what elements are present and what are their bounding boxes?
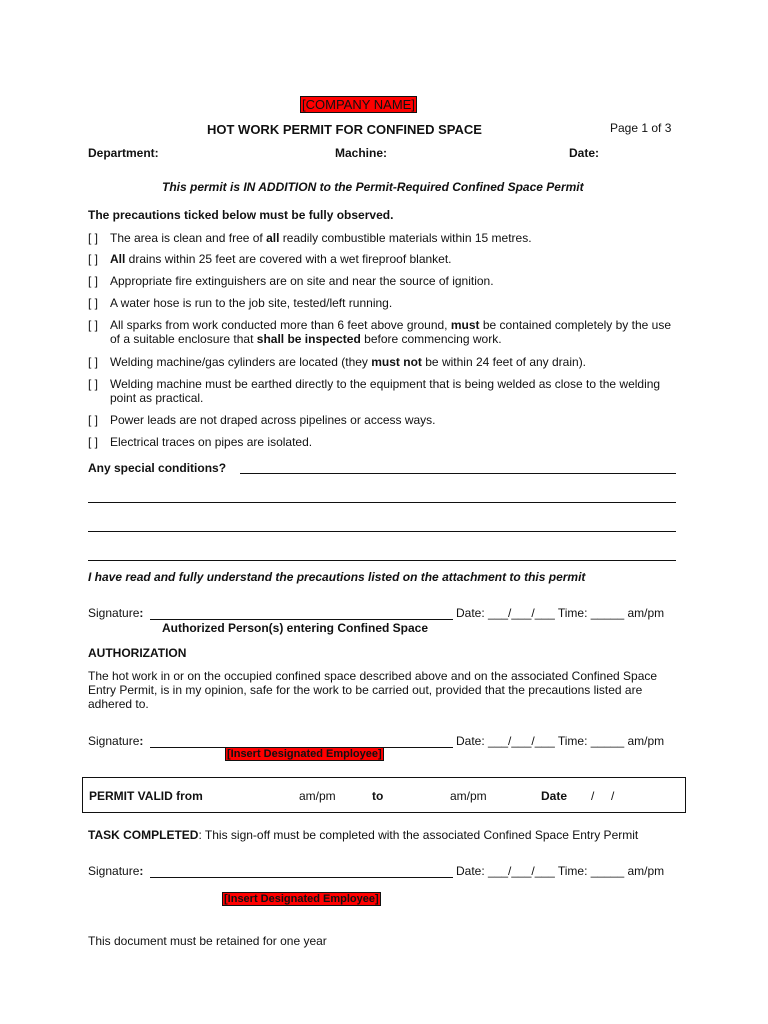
company-name: [COMPANY NAME] <box>302 97 415 112</box>
checkbox[interactable]: [ ] <box>88 274 99 288</box>
designated-employee-placeholder: [Insert Designated Employee] <box>227 748 382 760</box>
checkbox[interactable]: [ ] <box>88 296 99 310</box>
checklist-item-text: Welding machine must be earthed directly to the equipment that is being welded as close to the welding point as practical. <box>110 377 661 405</box>
checklist-item <box>88 252 688 266</box>
permit-valid-label: PERMIT VALID from <box>89 789 203 803</box>
blank-line[interactable] <box>88 531 676 532</box>
checklist-item <box>88 377 688 405</box>
checkbox[interactable]: [ ] <box>88 318 99 332</box>
acknowledgement-statement: I have read and fully understand the precautions listed on the attachment to this permit <box>88 570 586 584</box>
checklist-item-text: Appropriate fire extinguishers are on site and near the source of ignition. <box>110 274 494 288</box>
department-label: Department: <box>88 146 159 160</box>
permit-date-field[interactable]: / / <box>591 789 615 803</box>
checklist-item <box>88 435 688 449</box>
checkbox[interactable]: [ ] <box>88 413 99 427</box>
signature-line[interactable] <box>150 877 453 878</box>
to-label: to <box>372 789 384 803</box>
permit-date-label: Date <box>541 789 568 803</box>
special-conditions-line[interactable] <box>240 473 676 474</box>
date-time-field[interactable]: Date: ___/___/___ Time: _____ am/pm <box>456 606 665 620</box>
checklist-item <box>88 296 688 310</box>
checklist-item-text: Welding machine/gas cylinders are located (they must not be within 24 feet of any drain). <box>110 355 587 369</box>
checkbox[interactable]: [ ] <box>88 435 99 449</box>
checklist-item-text: All sparks from work conducted more than 6 feet above ground, must be contained completely by the use of a suitable enclosure that shall be inspected before commencing work. <box>110 318 671 346</box>
checklist-item <box>88 274 688 288</box>
date-time-field[interactable]: Date: ___/___/___ Time: _____ am/pm <box>456 734 665 748</box>
page-title: HOT WORK PERMIT FOR CONFINED SPACE <box>207 122 482 137</box>
checklist-item-text: The area is clean and free of all readily combustible materials within 15 metres. <box>110 231 532 245</box>
special-conditions-label: Any special conditions? <box>88 461 227 475</box>
checklist-item <box>88 355 688 369</box>
checkbox[interactable]: [ ] <box>88 252 99 266</box>
signature-label: Signature: <box>88 864 144 878</box>
checklist-item-text: A water hose is run to the job site, tested/left running. <box>110 296 393 310</box>
authorization-heading: AUTHORIZATION <box>88 646 187 660</box>
checkbox[interactable]: [ ] <box>88 231 99 245</box>
date-time-field[interactable]: Date: ___/___/___ Time: _____ am/pm <box>456 864 665 878</box>
permit-valid-box <box>82 777 686 813</box>
checklist-item-text: All drains within 25 feet are covered with a wet fireproof blanket. <box>110 252 452 266</box>
precautions-heading: The precautions ticked below must be fully observed. <box>88 208 394 222</box>
task-completed-line: TASK COMPLETED: This sign-off must be completed with the associated Confined Space Entry Permit <box>88 828 639 842</box>
checklist-item-text: Electrical traces on pipes are isolated. <box>110 435 313 449</box>
intro-note: This permit is IN ADDITION to the Permit-Required Confined Space Permit <box>162 180 584 194</box>
page-number: Page 1 of 3 <box>610 121 672 135</box>
checkbox[interactable]: [ ] <box>88 377 99 391</box>
from-ampm[interactable]: am/pm <box>299 789 336 803</box>
authorized-persons-caption: Authorized Person(s) entering Confined Space <box>162 621 429 635</box>
checklist-item <box>88 318 688 346</box>
checklist-item <box>88 413 688 427</box>
signature-line[interactable] <box>150 619 453 620</box>
checkbox[interactable]: [ ] <box>88 355 99 369</box>
signature-label: Signature: <box>88 606 144 620</box>
signature-label: Signature: <box>88 734 144 748</box>
machine-label: Machine: <box>335 146 388 160</box>
designated-employee-placeholder: [Insert Designated Employee] <box>224 893 379 905</box>
blank-line[interactable] <box>88 502 676 503</box>
blank-line[interactable] <box>88 560 676 561</box>
retention-note: This document must be retained for one year <box>88 934 327 948</box>
authorization-text: The hot work in or on the occupied confined space described above and on the associated Confined Space Entry Permit, is in my opinion, safe for the work to be carried out, provided that the precautions listed are adhered to. <box>88 669 658 711</box>
date-label: Date: <box>569 146 600 160</box>
checklist-item-text: Power leads are not draped across pipelines or access ways. <box>110 413 436 427</box>
to-ampm[interactable]: am/pm <box>450 789 487 803</box>
checklist-item <box>88 231 688 245</box>
